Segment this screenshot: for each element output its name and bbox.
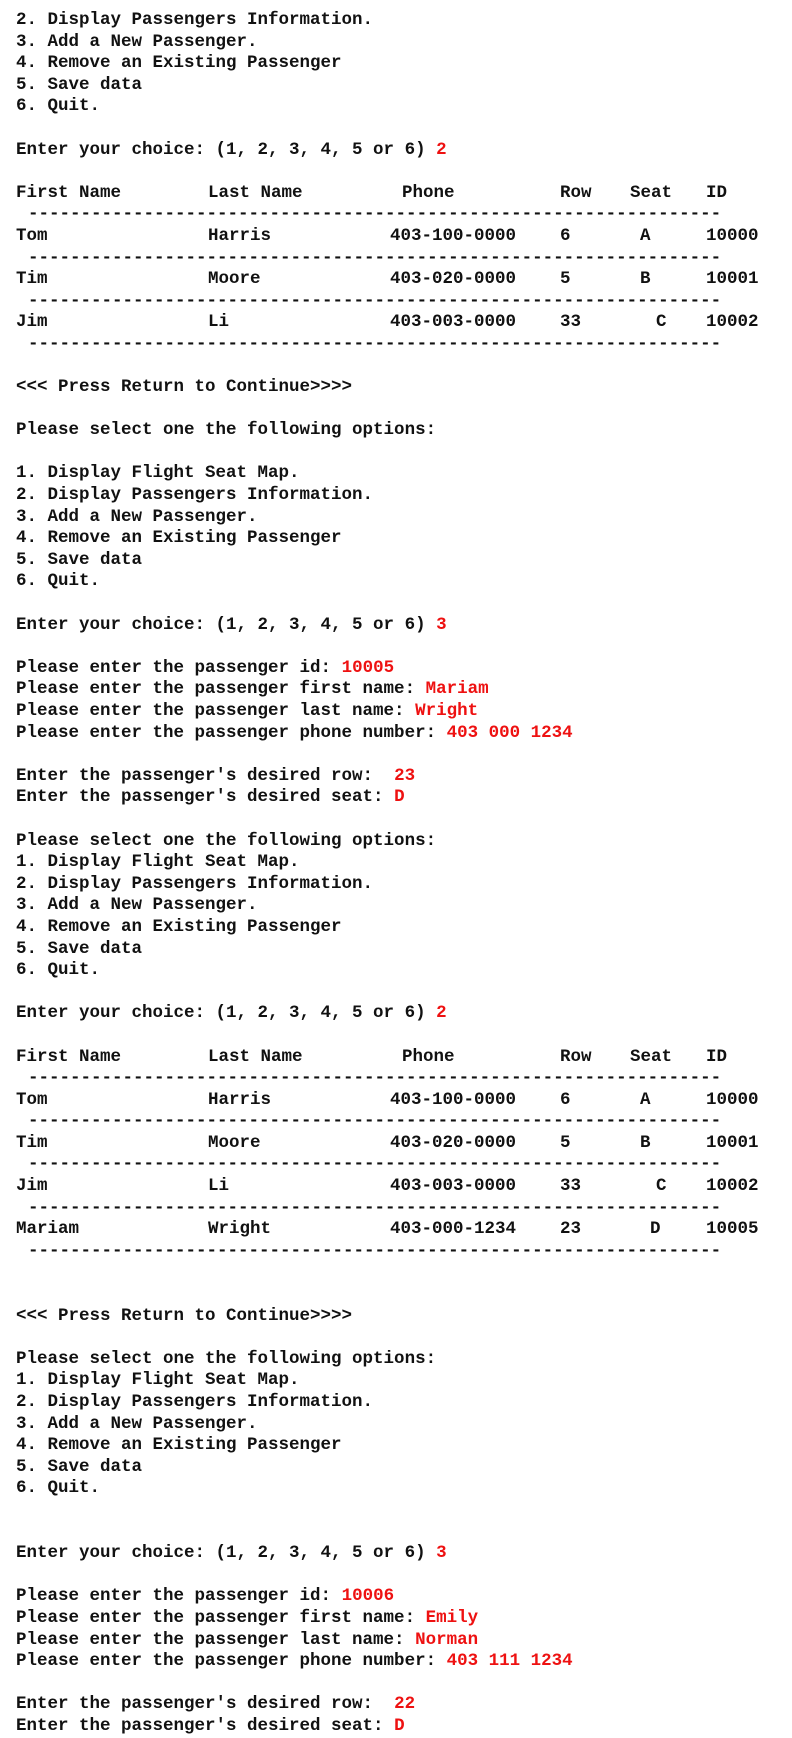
cell-phone: 403-020-0000: [390, 269, 517, 290]
seat-line: [16, 1716, 776, 1738]
divider: ------------------------------------------------------------------: [28, 1111, 722, 1132]
header-seat: Seat: [630, 1046, 673, 1067]
last-name-line: [16, 1630, 776, 1652]
cell-phone: 403-020-0000: [390, 1132, 517, 1153]
cell-first-name: Mariam: [16, 1219, 80, 1240]
menu-item: 3. Add a New Passenger.: [16, 31, 258, 52]
divider: ------------------------------------------------------------------: [28, 1068, 722, 1089]
header-id: ID: [706, 1046, 728, 1067]
choice-input: 3: [436, 1543, 447, 1564]
cell-seat: D: [650, 1219, 661, 1240]
row-prompt: Enter the passenger's desired row:: [16, 765, 395, 786]
row-input: 23: [394, 765, 416, 786]
choice-line: [16, 1003, 776, 1025]
last-name-prompt: Please enter the passenger last name:: [16, 701, 416, 721]
last-name-input: Wright: [415, 701, 479, 721]
table-row: [16, 1090, 776, 1112]
phone-input: 403 000 1234: [446, 722, 573, 743]
cell-row: 33: [560, 312, 582, 333]
choice-prompt: Enter your choice: (1, 2, 3, 4, 5 or 6): [16, 1543, 437, 1564]
row-prompt: Enter the passenger's desired row:: [16, 1694, 395, 1715]
table-row: [16, 1133, 776, 1155]
cell-row: 5: [560, 1132, 571, 1153]
header-seat: Seat: [630, 182, 673, 203]
first-name-prompt: Please enter the passenger first name:: [16, 1607, 426, 1628]
select-prompt: Please select one the following options:: [16, 830, 437, 851]
cell-last-name: Harris: [208, 1089, 272, 1110]
table-row: [16, 226, 776, 248]
choice-input: 2: [436, 1003, 447, 1024]
menu-item: 1. Display Flight Seat Map.: [16, 1370, 300, 1391]
choice-line: [16, 615, 776, 637]
divider: ------------------------------------------------------------------: [28, 1197, 722, 1218]
choice-input: 3: [436, 614, 447, 635]
divider: ------------------------------------------------------------------: [28, 204, 722, 225]
id-input: 10005: [341, 657, 395, 678]
menu-item: 2. Display Passengers Information.: [16, 1392, 374, 1412]
menu-item: 6. Quit.: [16, 960, 101, 981]
id-line: [16, 1586, 776, 1608]
menu-item: 6. Quit.: [16, 1478, 101, 1499]
seat-line: [16, 787, 776, 809]
menu-item: 6. Quit.: [16, 571, 101, 592]
cell-id: 10000: [706, 1089, 759, 1110]
header-last-name: Last Name: [208, 1046, 303, 1067]
menu-item: 4. Remove an Existing Passenger: [16, 1435, 342, 1456]
phone-input: 403 111 1234: [446, 1651, 573, 1672]
cell-last-name: Moore: [208, 1132, 261, 1153]
choice-line: [16, 140, 776, 162]
menu-item: 5. Save data: [16, 74, 143, 95]
menu-item: 3. Add a New Passenger.: [16, 506, 258, 527]
cell-row: 6: [560, 225, 571, 246]
cell-first-name: Jim: [16, 312, 48, 333]
cell-seat: A: [640, 225, 651, 246]
menu-item: 2. Display Passengers Information.: [16, 10, 374, 30]
seat-input: D: [394, 787, 405, 808]
phone-prompt: Please enter the passenger phone number:: [16, 722, 447, 743]
press-return: <<< Press Return to Continue>>>>: [16, 1305, 353, 1326]
cell-phone: 403-100-0000: [390, 1089, 517, 1110]
cell-phone: 403-000-1234: [390, 1219, 517, 1240]
table-row: [16, 312, 776, 334]
divider: ------------------------------------------------------------------: [28, 1240, 722, 1261]
id-prompt: Please enter the passenger id:: [16, 1586, 342, 1607]
header-id: ID: [706, 182, 728, 203]
id-line: [16, 658, 776, 680]
menu-item: 3. Add a New Passenger.: [16, 895, 258, 916]
id-prompt: Please enter the passenger id:: [16, 657, 342, 678]
cell-seat: A: [640, 1089, 651, 1110]
cell-last-name: Wright: [208, 1219, 272, 1240]
cell-id: 10000: [706, 225, 759, 246]
first-name-input: Emily: [425, 1607, 479, 1628]
header-first-name: First Name: [16, 1046, 122, 1067]
menu-item: 4. Remove an Existing Passenger: [16, 53, 342, 74]
menu-item: 5. Save data: [16, 938, 143, 959]
phone-line: [16, 723, 776, 745]
menu-item: 3. Add a New Passenger.: [16, 1413, 258, 1434]
header-row: Row: [560, 1046, 592, 1067]
divider: ------------------------------------------------------------------: [28, 1154, 722, 1175]
choice-input: 2: [436, 139, 447, 160]
table-header: [16, 183, 776, 205]
header-last-name: Last Name: [208, 182, 303, 203]
choice-line: [16, 1543, 776, 1565]
row-input: 22: [394, 1694, 416, 1715]
cell-id: 10001: [706, 269, 759, 290]
cell-last-name: Li: [208, 312, 230, 333]
table-header: [16, 1047, 776, 1069]
row-line: [16, 766, 776, 788]
menu-item: 6. Quit.: [16, 96, 101, 117]
last-name-line: [16, 701, 776, 723]
table-row: [16, 1176, 776, 1198]
cell-last-name: Harris: [208, 225, 272, 246]
press-return: <<< Press Return to Continue>>>>: [16, 377, 353, 398]
menu-item: 5. Save data: [16, 1456, 143, 1477]
menu-item: 5. Save data: [16, 549, 143, 570]
first-name-input: Mariam: [425, 679, 489, 700]
first-name-line: [16, 1608, 776, 1630]
cell-first-name: Tim: [16, 269, 48, 290]
cell-seat: C: [656, 1176, 667, 1197]
cell-first-name: Tim: [16, 1132, 48, 1153]
cell-id: 10005: [706, 1219, 759, 1240]
phone-line: [16, 1651, 776, 1673]
cell-first-name: Tom: [16, 225, 48, 246]
phone-prompt: Please enter the passenger phone number:: [16, 1651, 447, 1672]
header-first-name: First Name: [16, 182, 122, 203]
menu-item: 2. Display Passengers Information.: [16, 485, 374, 506]
choice-prompt: Enter your choice: (1, 2, 3, 4, 5 or 6): [16, 614, 437, 635]
seat-prompt: Enter the passenger's desired seat:: [16, 787, 395, 808]
cell-row: 5: [560, 269, 571, 290]
cell-first-name: Tom: [16, 1089, 48, 1110]
cell-row: 23: [560, 1219, 582, 1240]
header-phone: Phone: [402, 1046, 455, 1067]
seat-input: D: [394, 1715, 405, 1736]
header-row: Row: [560, 182, 592, 203]
terminal-output: [16, 10, 776, 1738]
menu-item: 4. Remove an Existing Passenger: [16, 916, 342, 937]
divider: ------------------------------------------------------------------: [28, 247, 722, 268]
first-name-prompt: Please enter the passenger first name:: [16, 679, 426, 700]
cell-seat: B: [640, 1132, 651, 1153]
cell-id: 10002: [706, 312, 759, 333]
table-row: [16, 1219, 776, 1241]
menu-item: 1. Display Flight Seat Map.: [16, 463, 300, 484]
menu-item: 4. Remove an Existing Passenger: [16, 528, 342, 549]
cell-last-name: Moore: [208, 269, 261, 290]
divider: ------------------------------------------------------------------: [28, 290, 722, 311]
choice-prompt: Enter your choice: (1, 2, 3, 4, 5 or 6): [16, 1003, 437, 1024]
seat-prompt: Enter the passenger's desired seat:: [16, 1715, 395, 1736]
menu-item: 1. Display Flight Seat Map.: [16, 852, 300, 873]
cell-row: 6: [560, 1089, 571, 1110]
header-phone: Phone: [402, 182, 455, 203]
cell-phone: 403-100-0000: [390, 225, 517, 246]
divider: ------------------------------------------------------------------: [28, 333, 722, 354]
cell-seat: C: [656, 312, 667, 333]
cell-id: 10002: [706, 1176, 759, 1197]
cell-row: 33: [560, 1176, 582, 1197]
cell-first-name: Jim: [16, 1176, 48, 1197]
menu-item: 2. Display Passengers Information.: [16, 873, 374, 894]
select-prompt: Please select one the following options:: [16, 1348, 437, 1369]
cell-last-name: Li: [208, 1176, 230, 1197]
first-name-line: [16, 679, 776, 701]
last-name-prompt: Please enter the passenger last name:: [16, 1629, 416, 1650]
cell-id: 10001: [706, 1132, 759, 1153]
choice-prompt: Enter your choice: (1, 2, 3, 4, 5 or 6): [16, 139, 437, 160]
id-input: 10006: [341, 1586, 395, 1607]
last-name-input: Norman: [415, 1629, 479, 1650]
cell-phone: 403-003-0000: [390, 1176, 517, 1197]
select-prompt: Please select one the following options:: [16, 420, 437, 441]
table-row: [16, 269, 776, 291]
cell-seat: B: [640, 269, 651, 290]
cell-phone: 403-003-0000: [390, 312, 517, 333]
row-line: [16, 1694, 776, 1716]
